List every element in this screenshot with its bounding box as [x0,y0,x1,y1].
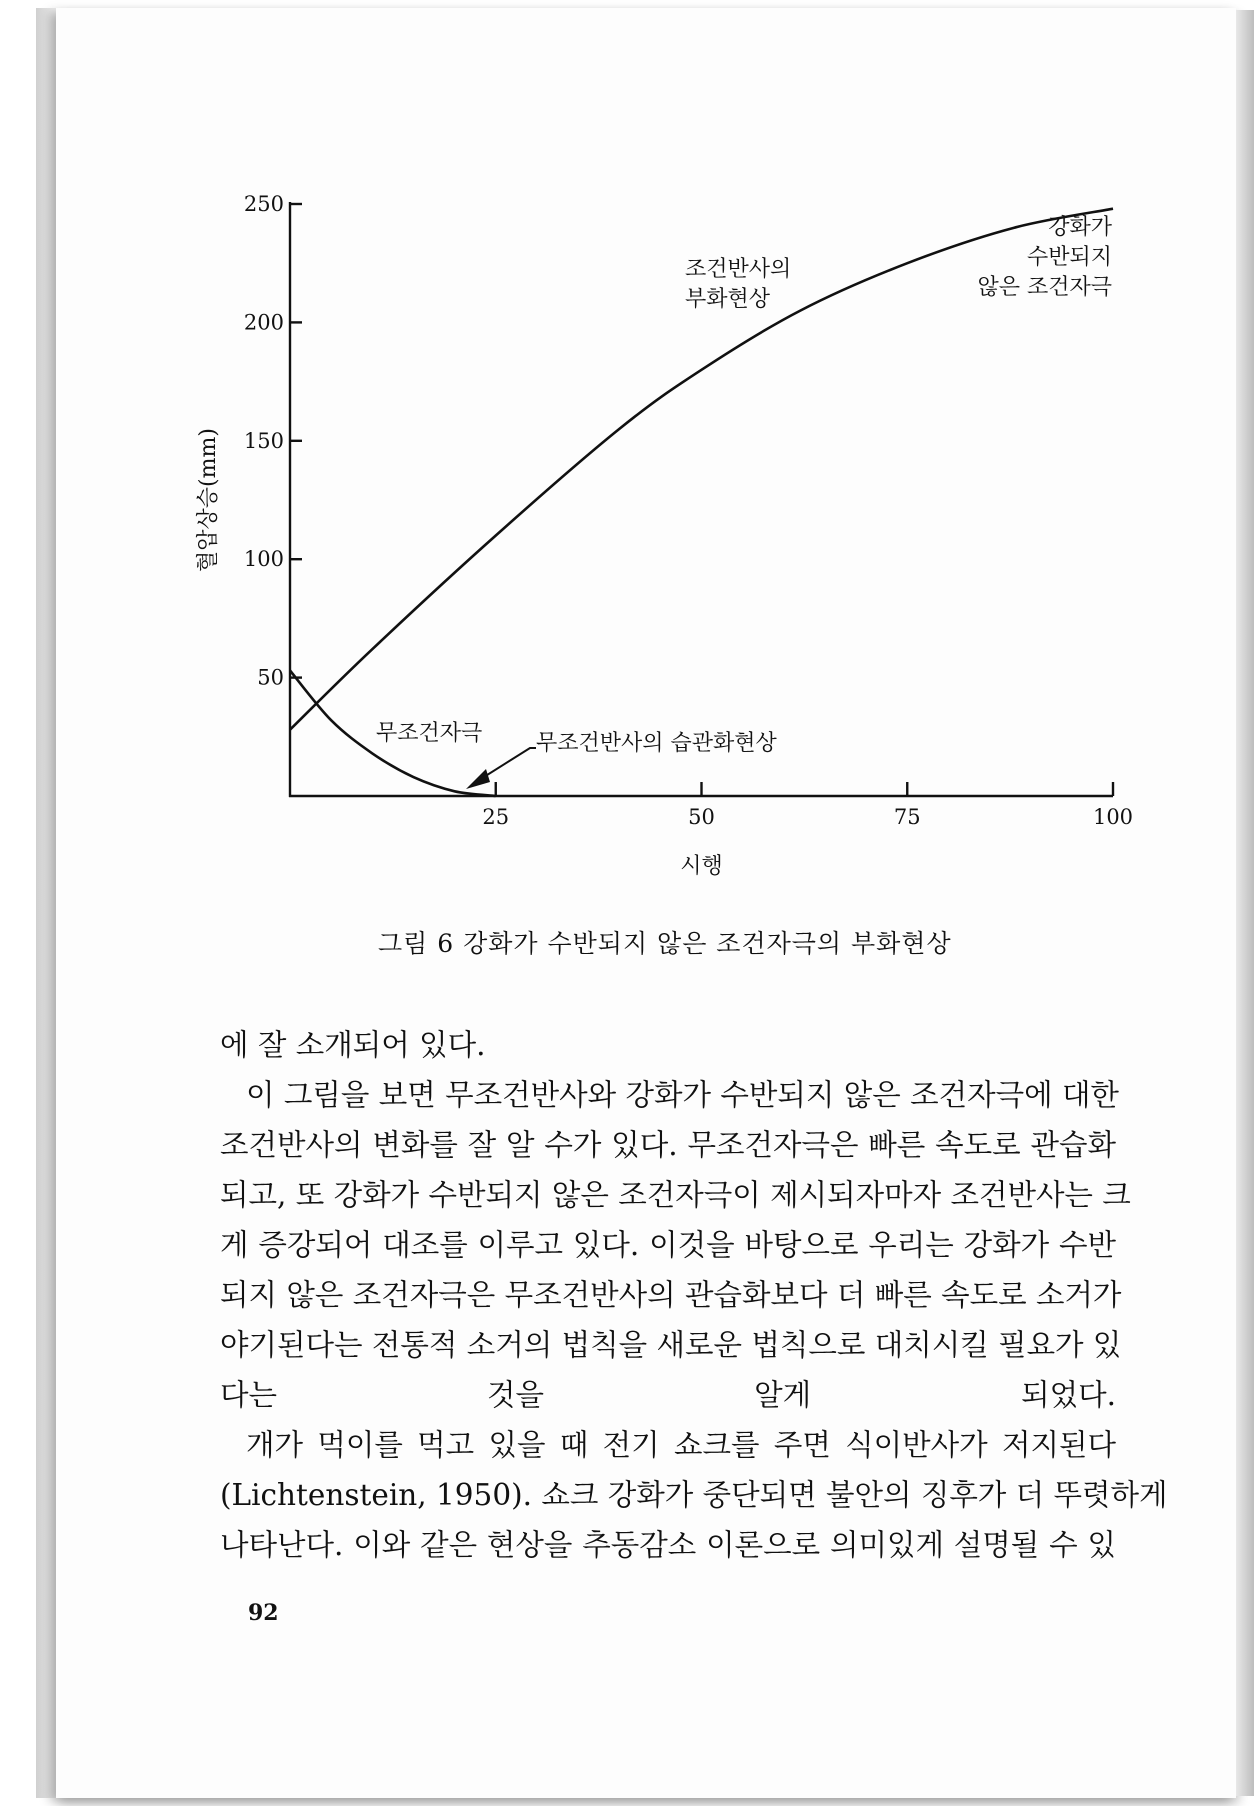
body-text [220,1020,1168,1570]
y-tick-label: 150 [243,428,284,453]
text-line: 다는 것을 알게 되었다. [220,1378,1116,1412]
x-axis-label: 시행 [680,854,723,879]
text-line: 되지 않은 조건자극은 무조건반사의 관습화보다 더 빠른 속도로 소거가 [220,1278,1122,1312]
chart-labels [196,215,1113,879]
figure-chart [0,0,1260,900]
paragraph-3 [220,1420,1168,1570]
y-axis-label: 혈압상승(mm) [196,428,221,572]
paragraph-1 [220,1020,1116,1070]
page-number: 92 [248,1600,279,1626]
annotation-extinction-curve: 조건반사의 [685,257,792,282]
annotation-extinction-curve: 부화현상 [685,287,771,312]
text-line: (Lichtenstein, 1950). 쇼크 강화가 중단되면 불안의 징후가 더 뚜렷하게 [220,1478,1168,1512]
text-line: 게 증강되어 대조를 이루고 있다. 이것을 바탕으로 우리는 강화가 수반 [220,1228,1116,1262]
text-line: 개가 먹이를 먹고 있을 때 전기 쇼크를 주면 식이반사가 저지된다 [246,1428,1116,1462]
x-tick-label: 50 [688,805,715,829]
annotation-habituation: 무조건반사의 습관화현상 [536,731,777,756]
y-tick-label: 100 [243,547,284,572]
x-tick-label: 25 [482,805,510,829]
annotation-reinforcement-note: 않은 조건자극 [977,275,1112,300]
figure-caption: 그림 6 강화가 수반되지 않은 조건자극의 부화현상 [378,929,952,958]
text-line: 야기된다는 전통적 소거의 법칙을 새로운 법칙으로 대치시킬 필요가 있 [220,1328,1122,1362]
y-tick-label: 200 [243,310,284,335]
y-tick-label: 50 [257,665,284,690]
text-line: 조건반사의 변화를 잘 알 수가 있다. 무조건자극은 빠른 속도로 관습화 [220,1128,1116,1162]
annotation-reinforcement-note: 수반되지 [1026,245,1112,270]
x-tick-label: 75 [893,805,921,829]
y-tick-label: 250 [243,192,284,216]
text-line: 나타난다. 이와 같은 현상을 추동감소 이론으로 의미있게 설명될 수 있 [220,1528,1116,1562]
annotation-unconditioned-stimulus: 무조건자극 [376,721,483,746]
paragraph-2 [220,1070,1131,1420]
annotation-arrow-head [466,769,490,789]
text-line: 되고, 또 강화가 수반되지 않은 조건자극이 제시되자마자 조건반사는 크 [220,1178,1131,1212]
annotation-reinforcement-note: 강화가 [1048,215,1112,240]
text-line: 에 잘 소개되어 있다. [220,1028,486,1062]
x-tick-label: 100 [1092,805,1134,829]
text-line: 이 그림을 보면 무조건반사와 강화가 수반되지 않은 조건자극에 대한 [246,1078,1119,1112]
